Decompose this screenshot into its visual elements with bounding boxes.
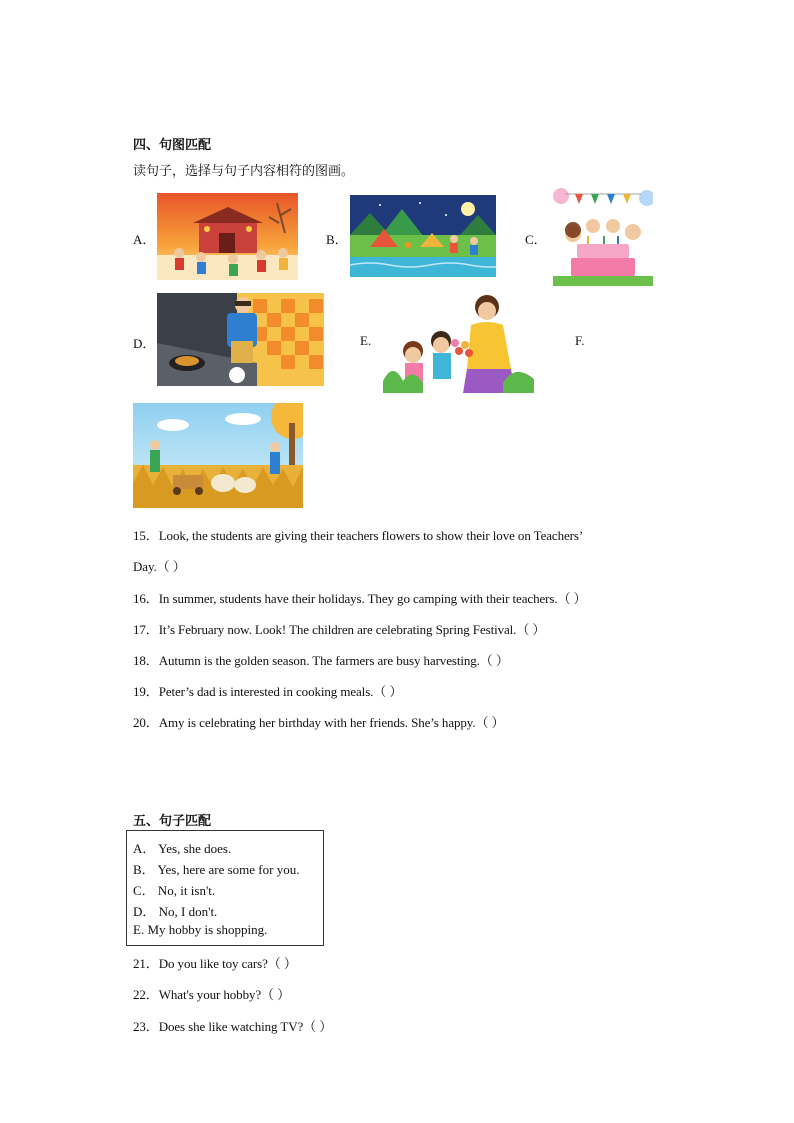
section-4-instruction: 读句子，选择与句子内容相符的图画。 <box>133 164 355 179</box>
question-15-line1: 15．Look, the students are giving their teachers flowers to show their love on Teachers’ <box>133 528 584 543</box>
section-5-heading: 五、句子匹配 <box>133 814 212 829</box>
question-18: 18．Autumn is the golden season. The farmers are busy harvesting.（ ） <box>133 653 509 668</box>
picture-a-spring-festival <box>157 193 298 280</box>
picture-e-teachers-day <box>383 291 534 393</box>
question-19: 19．Peter’s dad is interested in cooking meals.（ ） <box>133 684 403 699</box>
answer-option-b: B． Yes, here are some for you. <box>133 862 300 877</box>
option-label-c: C． <box>525 232 547 247</box>
option-label-a: A． <box>133 232 156 247</box>
question-17: 17．It’s February now. Look! The children are celebrating Spring Festival.（ ） <box>133 622 546 637</box>
option-label-d: D． <box>133 336 156 351</box>
picture-f-autumn-harvest <box>133 403 303 508</box>
answer-option-c: C． No, it isn't. <box>133 883 216 898</box>
question-15-line2: Day.（ ） <box>133 559 186 574</box>
option-label-e: E. <box>360 333 372 348</box>
option-label-f: F. <box>575 333 585 348</box>
picture-c-birthday-party <box>553 186 653 286</box>
question-22: 22．What's your hobby?（ ） <box>133 987 291 1002</box>
question-16: 16．In summer, students have their holidays. They go camping with their teachers.（ ） <box>133 591 587 606</box>
answer-option-d: D． No, I don't. <box>133 904 218 919</box>
question-23: 23．Does she like watching TV?（ ） <box>133 1019 333 1034</box>
picture-b-summer-camping <box>350 195 496 277</box>
answer-option-e: E. My hobby is shopping. <box>133 922 268 937</box>
option-label-b: B． <box>326 232 348 247</box>
picture-d-cooking <box>157 293 324 386</box>
answer-option-a: A． Yes, she does. <box>133 841 232 856</box>
question-20: 20．Amy is celebrating her birthday with her friends. She’s happy.（ ） <box>133 715 505 730</box>
question-21: 21．Do you like toy cars?（ ） <box>133 956 297 971</box>
section-4-heading: 四、句图匹配 <box>133 138 212 153</box>
answer-options-box <box>126 830 324 946</box>
